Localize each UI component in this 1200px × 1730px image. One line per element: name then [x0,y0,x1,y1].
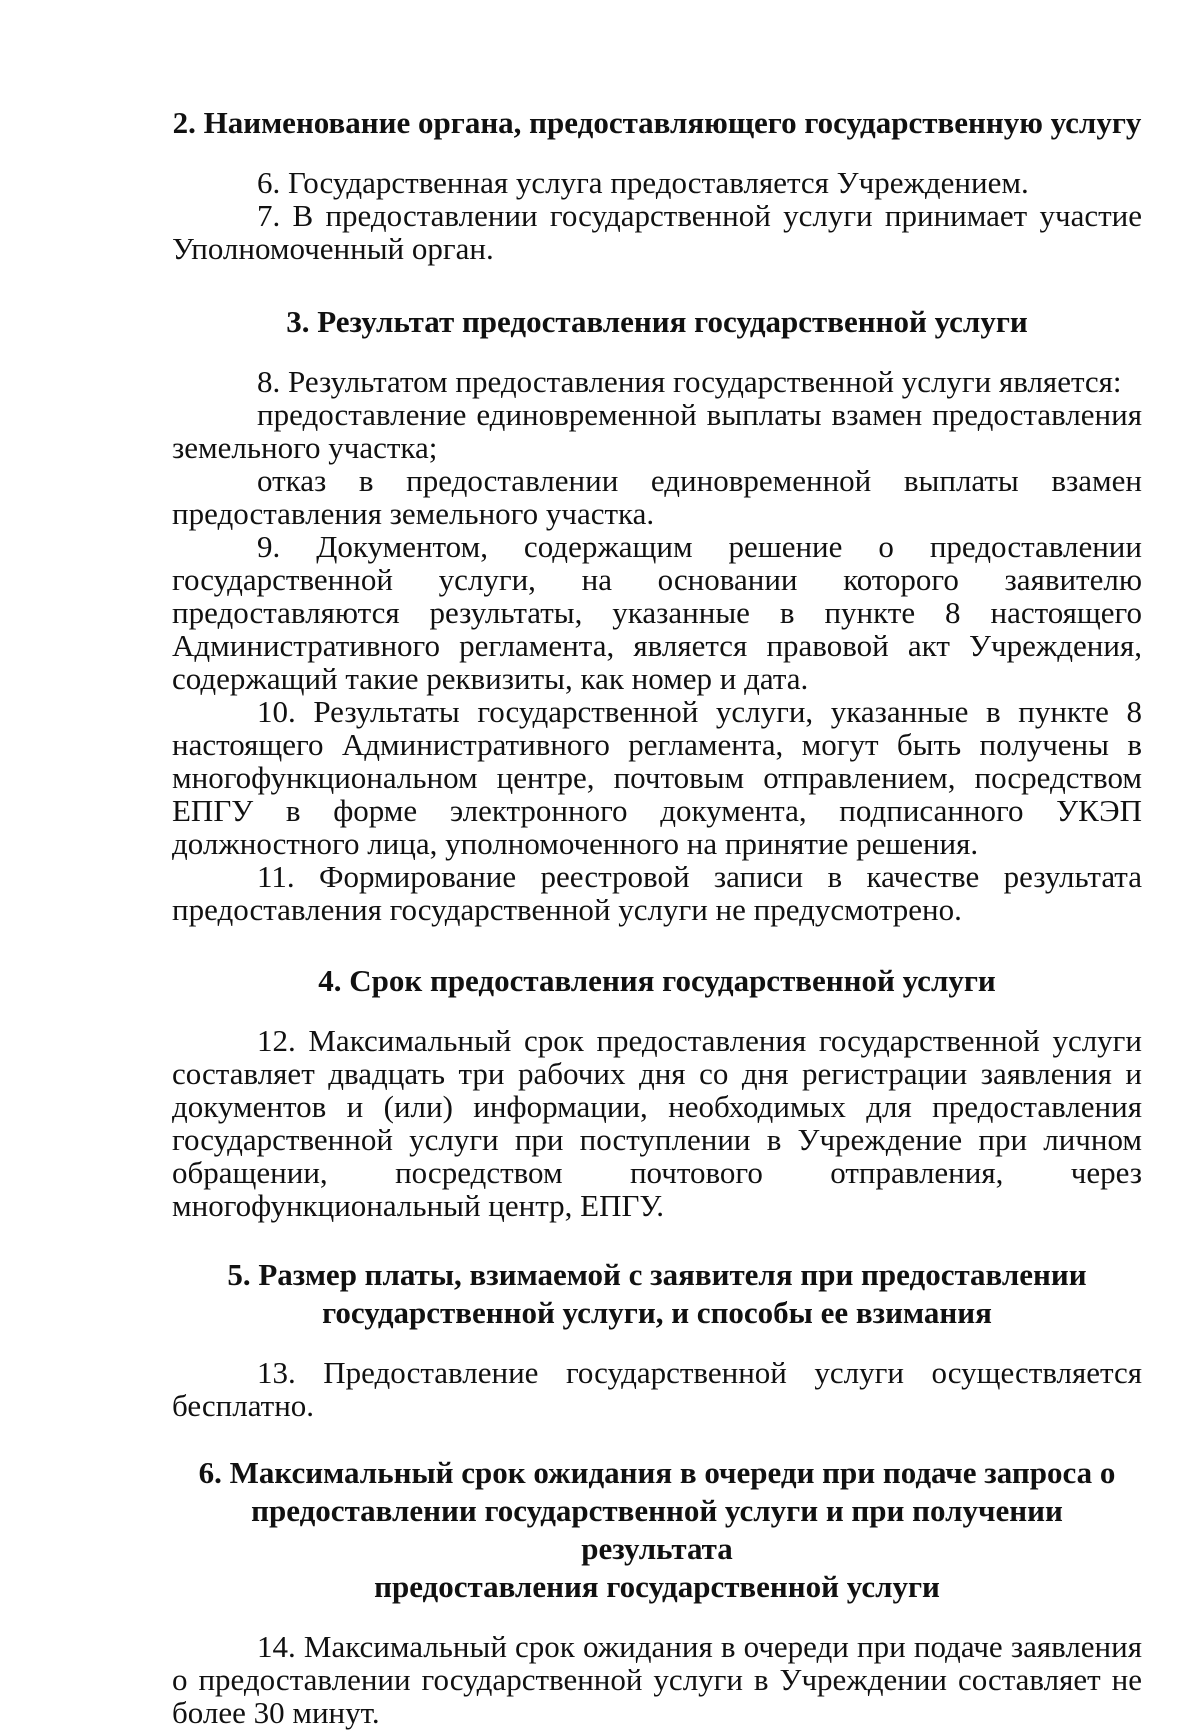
paragraph: 8. Результатом предоставления государственной услуги является: [257,364,1122,399]
heading-line: 6. Максимальный срок ожидания в очереди при подаче запроса о [198,1455,1116,1490]
heading-line: 5. Размер платы, взимаемой с заявителя при предоставлении [227,1257,1087,1292]
section-body [172,365,1142,926]
heading-line: предоставлении государственной услуги и при получении результата [251,1493,1063,1566]
section-heading [172,1454,1142,1606]
section-heading [172,1256,1142,1332]
paragraph: 14. Максимальный срок ожидания в очереди при подаче заявления о предоставлении государственной услуги в Учреждении составляет не более 30 минут. [172,1629,1142,1730]
document-content [172,104,1142,1729]
section-3 [172,303,1142,926]
section-heading: 2. Наименование органа, предоставляющего государственную услугу [172,105,1142,140]
section-body [172,1630,1142,1729]
section-heading: 4. Срок предоставления государственной услуги [318,963,996,998]
heading-line: государственной услуги, и способы ее взимания [322,1295,992,1330]
paragraph: предоставление единовременной выплаты взамен предоставления земельного участка; [172,397,1142,465]
paragraph: 13. Предоставление государственной услуги осуществляется бесплатно. [172,1355,1142,1423]
paragraph: отказ в предоставлении единовременной выплаты взамен предоставления земельного участка. [172,463,1142,531]
section-4 [172,962,1142,1222]
paragraph: 12. Максимальный срок предоставления государственной услуги составляет двадцать три рабочих дня со дня регистрации заявления и документов и (или) информации, необходимых для предоставления государственной услуги при поступлении в Учреждение при личном обращении, посредством почтового отправления, через многофункциональный центр, ЕПГУ. [172,1023,1142,1223]
section-heading: 3. Результат предоставления государственной услуги [286,304,1028,339]
section-body [172,1356,1142,1422]
paragraph: 6. Государственная услуга предоставляется Учреждением. [257,165,1029,200]
section-5 [172,1256,1142,1422]
section-6 [172,1454,1142,1729]
section-body [172,1024,1142,1222]
paragraph: 7. В предоставлении государственной услуги принимает участие Уполномоченный орган. [172,198,1142,266]
paragraph: 10. Результаты государственной услуги, указанные в пункте 8 настоящего Административного регламента, могут быть получены в многофункциональном центре, почтовым отправлением, посредством ЕПГУ в форме электронного документа, подписанного УКЭП должностного лица, уполномоченного на принятие решения. [172,694,1142,861]
section-2 [172,104,1142,265]
heading-line: предоставления государственной услуги [374,1569,940,1604]
section-body [172,166,1142,265]
paragraph: 11. Формирование реестровой записи в качестве результата предоставления государственной услуги не предусмотрено. [172,859,1142,927]
paragraph: 9. Документом, содержащим решение о предоставлении государственной услуги, на основании которого заявителю предоставляются результаты, указанные в пункте 8 настоящего Административного регламента, является правовой акт Учреждения, содержащий такие реквизиты, как номер и дата. [172,529,1142,696]
